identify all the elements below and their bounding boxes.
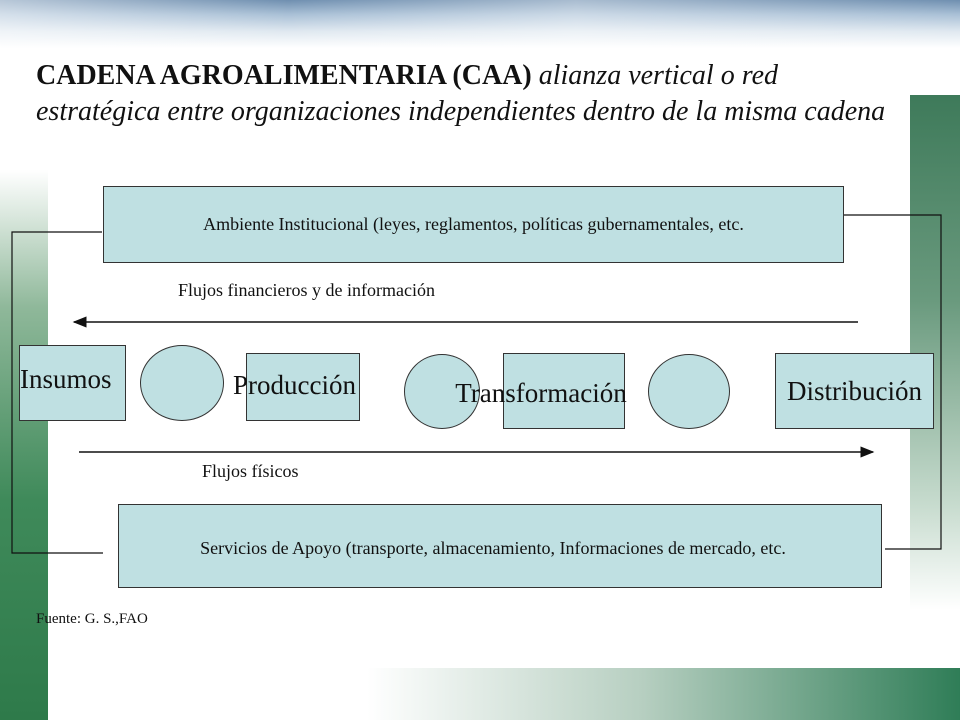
servicios-apoyo-box [118,504,882,588]
title-bold: CADENA AGROALIMENTARIA (CAA) [36,60,532,91]
connector-circle-3 [648,354,730,429]
stage-distribucion-label: Distribución [787,375,922,406]
stage-transformacion-label: Transformación [455,377,627,408]
ambiente-institucional-text: Ambiente Institucional (leyes, reglamentos, políticas gubernamentales, etc. [203,214,744,234]
stage-produccion-label: Producción [233,369,356,400]
ambiente-institucional-box [103,186,844,263]
stage-insumos-label: Insumos [20,363,112,394]
stage-distribucion [775,353,934,429]
financial-flow-label: Flujos financieros y de información [178,280,435,300]
source-note: Fuente: G. S.,FAO [36,611,148,627]
servicios-apoyo-text: Servicios de Apoyo (transporte, almacenamiento, Informaciones de mercado, etc. [200,537,786,558]
physical-flow-label: Flujos físicos [202,461,299,481]
stage-produccion [233,353,360,421]
title-italic: alianza vertical o red estratégica entre organizaciones independientes dentro de la misma cadena [36,60,886,127]
connector-circle-1 [140,345,224,421]
stage-insumos [19,345,126,421]
stage-transformacion [455,353,627,429]
